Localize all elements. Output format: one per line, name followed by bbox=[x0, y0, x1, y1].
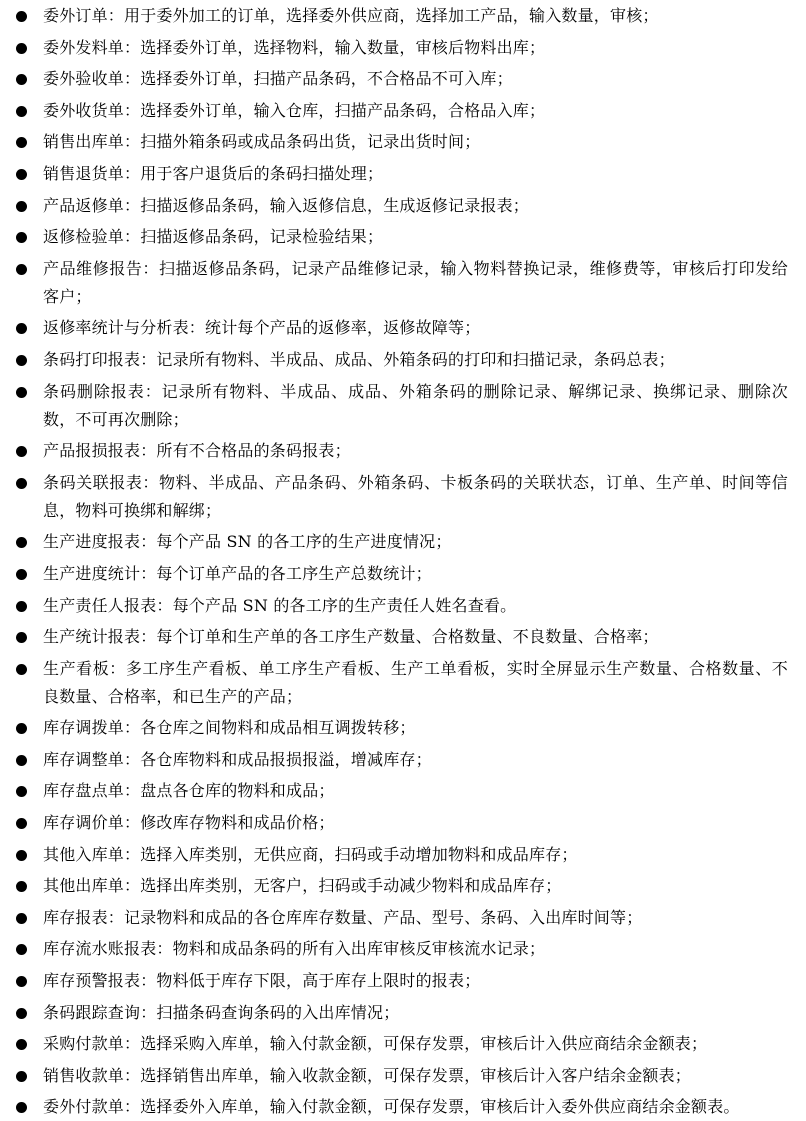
list-item bbox=[16, 592, 788, 620]
bullet-dot-icon bbox=[16, 1102, 27, 1113]
list-item-text: 生产统计报表：每个订单和生产单的各工序生产数量、合格数量、不良数量、合格率； bbox=[43, 627, 659, 647]
bullet-dot-icon bbox=[16, 850, 27, 861]
list-item bbox=[16, 1062, 788, 1090]
bullet-dot-icon bbox=[16, 387, 27, 398]
bullet-dot-icon bbox=[16, 169, 27, 180]
bullet-dot-icon bbox=[16, 106, 27, 117]
list-item bbox=[16, 469, 788, 525]
bullet-dot-icon bbox=[16, 232, 27, 243]
list-item bbox=[16, 192, 788, 220]
bullet-dot-icon bbox=[16, 537, 27, 548]
list-item bbox=[16, 1093, 788, 1121]
list-item-text: 采购付款单：选择采购入库单，输入付款金额，可保存发票，审核后计入供应商结余金额表； bbox=[43, 1034, 708, 1054]
bullet-dot-icon bbox=[16, 323, 27, 334]
bullet-dot-icon bbox=[16, 264, 27, 275]
list-item-text: 生产看板：多工序生产看板、单工序生产看板、生产工单看板，实时全屏显示生产数量、合格数量、不良数量、合格率，和已生产的产品； bbox=[43, 658, 788, 706]
list-item bbox=[16, 999, 788, 1027]
list-item bbox=[16, 935, 788, 963]
list-item bbox=[16, 528, 788, 556]
list-item-text: 条码删除报表：记录所有物料、半成品、成品、外箱条码的删除记录、解绑记录、换绑记录、删除次数，不可再次删除； bbox=[43, 381, 788, 429]
list-item-text: 其他出库单：选择出库类别，无客户，扫码或手动减少物料和成品库存； bbox=[43, 876, 562, 896]
list-item bbox=[16, 872, 788, 900]
list-item bbox=[16, 128, 788, 156]
bullet-dot-icon bbox=[16, 1039, 27, 1050]
bullet-dot-icon bbox=[16, 569, 27, 580]
bullet-dot-icon bbox=[16, 355, 27, 366]
list-item bbox=[16, 714, 788, 742]
list-item bbox=[16, 223, 788, 251]
list-item bbox=[16, 34, 788, 62]
list-item-text: 销售退货单：用于客户退货后的条码扫描处理； bbox=[43, 163, 384, 183]
bullet-dot-icon bbox=[16, 632, 27, 643]
list-item-text: 生产责任人报表：每个产品 SN 的各工序的生产责任人姓名查看。 bbox=[43, 595, 517, 615]
list-item bbox=[16, 97, 788, 125]
list-item-text: 委外验收单：选择委外订单，扫描产品条码，不合格品不可入库； bbox=[43, 69, 513, 89]
list-item bbox=[16, 777, 788, 805]
bullet-dot-icon bbox=[16, 137, 27, 148]
list-item bbox=[16, 65, 788, 93]
list-item-text: 其他入库单：选择入库类别，无供应商，扫码或手动增加物料和成品库存； bbox=[43, 844, 578, 864]
list-item-text: 条码关联报表：物料、半成品、产品条码、外箱条码、卡板条码的关联状态，订单、生产单、时间等信息，物料可换绑和解绑； bbox=[43, 472, 788, 520]
list-item-text: 产品报损报表：所有不合格品的条码报表； bbox=[43, 441, 351, 461]
bullet-dot-icon bbox=[16, 43, 27, 54]
list-item bbox=[16, 746, 788, 774]
list-item-text: 产品返修单：扫描返修品条码，输入返修信息，生成返修记录报表； bbox=[43, 195, 530, 215]
bullet-dot-icon bbox=[16, 478, 27, 489]
list-item bbox=[16, 623, 788, 651]
list-item bbox=[16, 904, 788, 932]
bullet-dot-icon bbox=[16, 944, 27, 955]
bullet-dot-icon bbox=[16, 881, 27, 892]
list-item bbox=[16, 655, 788, 711]
bullet-dot-icon bbox=[16, 601, 27, 612]
list-item bbox=[16, 841, 788, 869]
bullet-dot-icon bbox=[16, 1071, 27, 1082]
bullet-dot-icon bbox=[16, 976, 27, 987]
list-item-text: 生产进度报表：每个产品 SN 的各工序的生产进度情况； bbox=[43, 532, 452, 552]
list-item bbox=[16, 560, 788, 588]
bullet-dot-icon bbox=[16, 201, 27, 212]
list-item-text: 库存调拨单：各仓库之间物料和成品相互调拨转移； bbox=[43, 718, 416, 738]
list-item bbox=[16, 378, 788, 434]
bullet-dot-icon bbox=[16, 11, 27, 22]
list-item bbox=[16, 1030, 788, 1058]
list-item-text: 产品维修报告：扫描返修品条码，记录产品维修记录，输入物料替换记录，维修费等，审核后打印发给客户； bbox=[43, 258, 788, 306]
list-item-text: 返修率统计与分析表：统计每个产品的返修率，返修故障等； bbox=[43, 318, 481, 338]
list-item bbox=[16, 809, 788, 837]
list-item-text: 库存调价单：修改库存物料和成品价格； bbox=[43, 813, 335, 833]
list-item bbox=[16, 346, 788, 374]
list-item-text: 条码跟踪查询：扫描条码查询条码的入出库情况； bbox=[43, 1002, 400, 1022]
bullet-dot-icon bbox=[16, 723, 27, 734]
list-item-text: 销售收款单：选择销售出库单，输入收款金额，可保存发票，审核后计入客户结余金额表； bbox=[43, 1065, 692, 1085]
list-item bbox=[16, 255, 788, 311]
list-item-text: 生产进度统计：每个订单产品的各工序生产总数统计； bbox=[43, 563, 432, 583]
list-item bbox=[16, 314, 788, 342]
bullet-dot-icon bbox=[16, 818, 27, 829]
bullet-dot-icon bbox=[16, 74, 27, 85]
bullet-dot-icon bbox=[16, 446, 27, 457]
list-item bbox=[16, 160, 788, 188]
bullet-dot-icon bbox=[16, 913, 27, 924]
list-item-text: 库存报表：记录物料和成品的各仓库库存数量、产品、型号、条码、入出库时间等； bbox=[43, 907, 643, 927]
list-item-text: 条码打印报表：记录所有物料、半成品、成品、外箱条码的打印和扫描记录，条码总表； bbox=[43, 349, 675, 369]
bullet-dot-icon bbox=[16, 755, 27, 766]
list-item bbox=[16, 437, 788, 465]
list-item-text: 库存流水账报表：物料和成品条码的所有入出库审核反审核流水记录； bbox=[43, 939, 546, 959]
list-item-text: 委外付款单：选择委外入库单，输入付款金额，可保存发票，审核后计入委外供应商结余金额表。 bbox=[43, 1097, 740, 1117]
list-item-text: 库存盘点单：盘点各仓库的物料和成品； bbox=[43, 781, 335, 801]
list-item bbox=[16, 2, 788, 30]
list-item-text: 返修检验单：扫描返修品条码，记录检验结果； bbox=[43, 227, 384, 247]
bullet-dot-icon bbox=[16, 1008, 27, 1019]
list-item-text: 销售出库单：扫描外箱条码或成品条码出货，记录出货时间； bbox=[43, 132, 481, 152]
list-item-text: 库存预警报表：物料低于库存下限，高于库存上限时的报表； bbox=[43, 971, 481, 991]
list-item bbox=[16, 967, 788, 995]
list-item-text: 委外收货单：选择委外订单，输入仓库，扫描产品条码，合格品入库； bbox=[43, 100, 546, 120]
list-item-text: 委外订单：用于委外加工的订单，选择委外供应商，选择加工产品，输入数量，审核； bbox=[43, 6, 659, 25]
list-item-text: 库存调整单：各仓库物料和成品报损报溢，增减库存； bbox=[43, 749, 432, 769]
bullet-dot-icon bbox=[16, 664, 27, 675]
bullet-dot-icon bbox=[16, 786, 27, 797]
list-item-text: 委外发料单：选择委外订单，选择物料，输入数量，审核后物料出库； bbox=[43, 37, 546, 57]
